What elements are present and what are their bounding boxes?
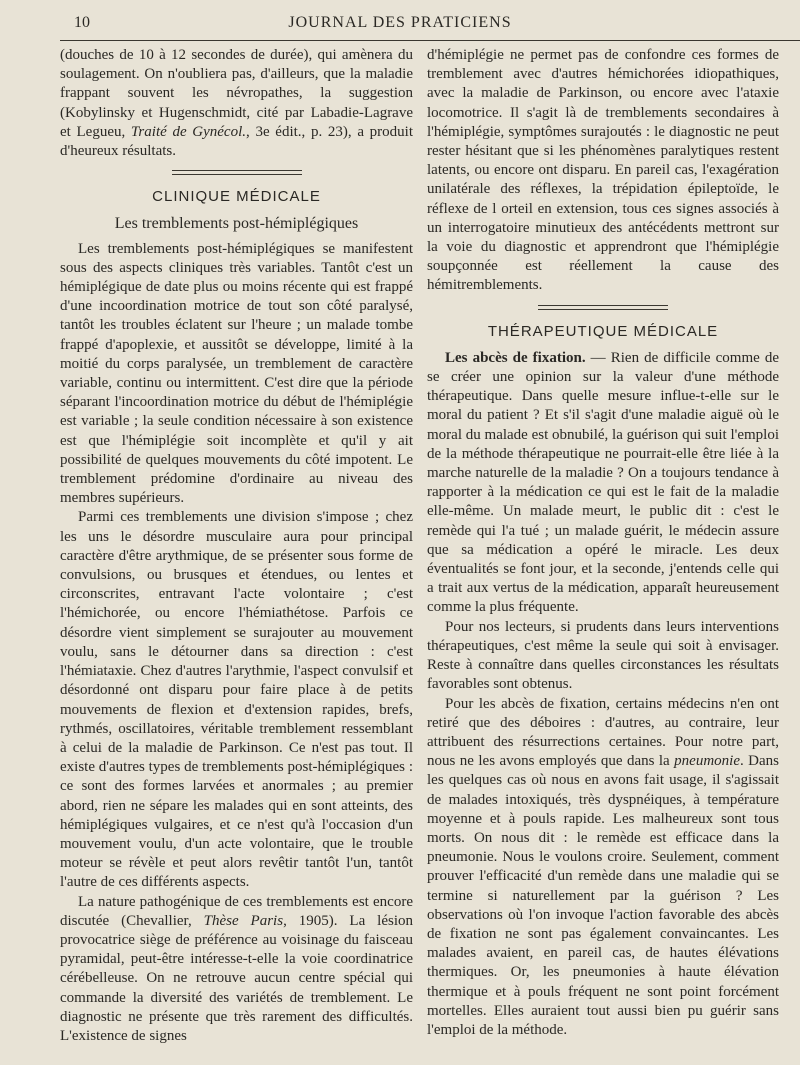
- paragraph: [427, 349, 779, 618]
- paragraph: [60, 46, 413, 161]
- paragraph: d'hémiplégie ne permet pas de confondre ces formes de tremblement avec d'autres hémichorées idiopathiques, avec la maladie de Parkinson, ou encore avec l'ataxie locomotrice. Il s'agit là de tremblements secondaires à l'hémiplégie, symptômes surajoutés : le diagnostic ne peut rester hésitant que si les phénomènes paralytiques restent latents, ou encore ont disparu. En pareil cas, l'exagération unilatérale des réflexes, la trépidation épileptoïde, le réflexe de l orteil en extension, tous ces signes associés à un interrogatoire minutieux des antécédents mettront sur la voie du diagnostic et apprendront que l'hémiplégie soupçonnée est réellement la cause des hémitremblements.: [427, 47, 779, 294]
- text-run: , 3e édit., p. 23), a produit d'heureux résultats.: [60, 123, 413, 160]
- article-title: Les tremblements post-hémiplégiques: [114, 215, 359, 233]
- right-column: [427, 46, 779, 1040]
- paragraph: Parmi ces tremblements une division s'impose ; chez les uns le désordre musculaire aura pour principal caractère d'être arythmique, de se présenter sous forme de convulsions, ou brusques et étendues, ou lentes et circonscrites, entravant l'acte volontaire ; c'est l'hémichorée, ou encore l'hémiathétose. Parfois ce désordre vient simplement se surajouter au mouvement voulu, sans le détourner dans sa direction : c'est l'hémiataxie. Chez d'autres l'arythmie, l'aspect convulsif et désordonné ont disparu pour faire place à de petits mouvements de flexion et d'extension rapides, brefs, rythmés, oscillatoires, véritable tremblement ressemblant à celui de la maladie de Parkinson. Ce n'est pas tout. Il existe d'autres types de tremblements post-hémiplégiques : ce sont des formes larvées et anormales ; au premier abord, rien ne sépare les malades qui en sont atteints, des hémiplégiques vulgaires, et ce n'est qu'à l'occasion d'un mouvement voulu, d'un acte volontaire, que le trouble moteur se révèle et peut alors revêtir tantôt l'un, tantôt l'autre de ces différents aspects.: [60, 509, 413, 891]
- italic-reference: Thèse Paris: [203, 912, 284, 929]
- text-run: . Dans les quelques cas où nous en avons fait usage, il s'agissait de malades intoxiqués, très dyspnéiques, à température moyenne et à pouls rapide. Les malheureux sont tous morts. On nous dit : le remède est efficace dans la pneumonie. Nous le voulons croire. Seulement, comment prouver l'efficacité d'un remède dans une maladie qui se termine si naturellement par la guérison ? Les observations où l'on invoque l'action favorable des abcès de fixation ne sont pas également convaincantes. Les malades avaient, en pareil cas, de hautes élévations thermiques. Or, les pneumonies à haute élévation thermique et à pouls fréquent ne sont point forcément mortelles. Elles auraient tout aussi bien pu guérir sans l'emploi de la méthode.: [427, 753, 780, 1038]
- text-run: (douches de 10 à 12 secondes de durée), qui amènera du soulagement. On n'oubliera pas, d'ailleurs, que la maladie frappant souvent les névropathes, la suggestion (Kobylinsky et Hugenschmidt, cité par Labadie-Lagrave et Legueu,: [60, 47, 413, 140]
- section-divider: [538, 305, 668, 310]
- run-in-heading: Les abcès de fixation.: [445, 349, 586, 366]
- header-rule: [60, 40, 800, 41]
- section-divider: [172, 170, 302, 175]
- text-run: — Rien de difficile comme de se créer une opinion sur la valeur d'une méthode thérapeutique. Dans quelle mesure influe-t-elle sur le moral du patient ? Et s'il s'agit d'une maladie aiguë où le moral du malade est obnubilé, la guérison qui suit l'emploi de la méthode thérapeutique ne pourrait-elle être liée à la marche naturelle de la maladie ? On a toujours tendance à rapporter à la médication ce qui est le fait de la maladie elle-même. Un malade meurt, le public dit : c'est le remède qui l'a tué ; un malade guérit, le médecin assure que sa médication a opéré le miracle. Les deux éventualités se font jour, et la seconde, j'entends celle qui a trait aux vertus de la médication, apparaît heureusement comme la plus fréquente.: [427, 349, 779, 616]
- paragraph: Les tremblements post-hémiplégiques se manifestent sous des aspects cliniques très variables. Tantôt c'est un hémiplégique de date plus ou moins récente qui est frappé d'une incoordination motrice de tout son côté paralysé, tantôt les troubles éclatent sur l'heure ; un malade tombe frappé d'apoplexie, et aussitôt se développe, limité à la moitié du corps paralysée, un tremblement de caractère variable, continu ou intermittent. C'est dire que la période séparant l'incoordination motrice du début de l'hémiplégie est variable ; la seule condition nécessaire à son existence est que l'hémiplégie soit incomplète et qu'il y ait possibilité de quelques mouvements du côté impotent. Le tremblement prédomine d'ordinaire au niveau des membres supérieurs.: [60, 240, 413, 507]
- page-number: 10: [74, 14, 90, 31]
- left-column: [60, 46, 413, 1046]
- section-title: CLINIQUE MÉDICALE: [152, 188, 321, 206]
- italic-reference: Traité de Gynécol.: [130, 123, 247, 140]
- paragraph: Pour nos lecteurs, si prudents dans leurs interventions thérapeutiques, c'est même la seule qui soit à envisager. Reste à connaître dans quelles circonstances les résultats favorables sont obtenus.: [427, 618, 779, 693]
- text-run: Pour les abcès de fixation, certains médecins n'en ont retiré que des déboires : d'autres, au contraire, leur attribuent des résurrections certaines. Pour notre part, nous ne les avons employés que dans la: [427, 695, 779, 770]
- italic-reference: pneumonie: [674, 753, 740, 770]
- section-title: THÉRAPEUTIQUE MÉDICALE: [487, 322, 719, 340]
- page-header: [0, 10, 800, 34]
- running-title: JOURNAL DES PRATICIENS: [288, 14, 512, 31]
- paragraph: [427, 695, 779, 1041]
- text-run: La nature pathogénique de ces tremblements est encore discutée (Chevallier,: [60, 893, 413, 929]
- text-run: , 1905). La lésion provocatrice siège de préférence au voisinage du faisceau pyramidal, peut-être intéresse-t-elle la voie coordinatrice cérébelleuse. On ne retrouve aucun centre spécial qui commande la diversité des variétés de tremblement. Le diagnostic ne présente que très rarement des difficultés. L'existence de signes: [60, 912, 413, 1044]
- paragraph: [60, 893, 413, 1047]
